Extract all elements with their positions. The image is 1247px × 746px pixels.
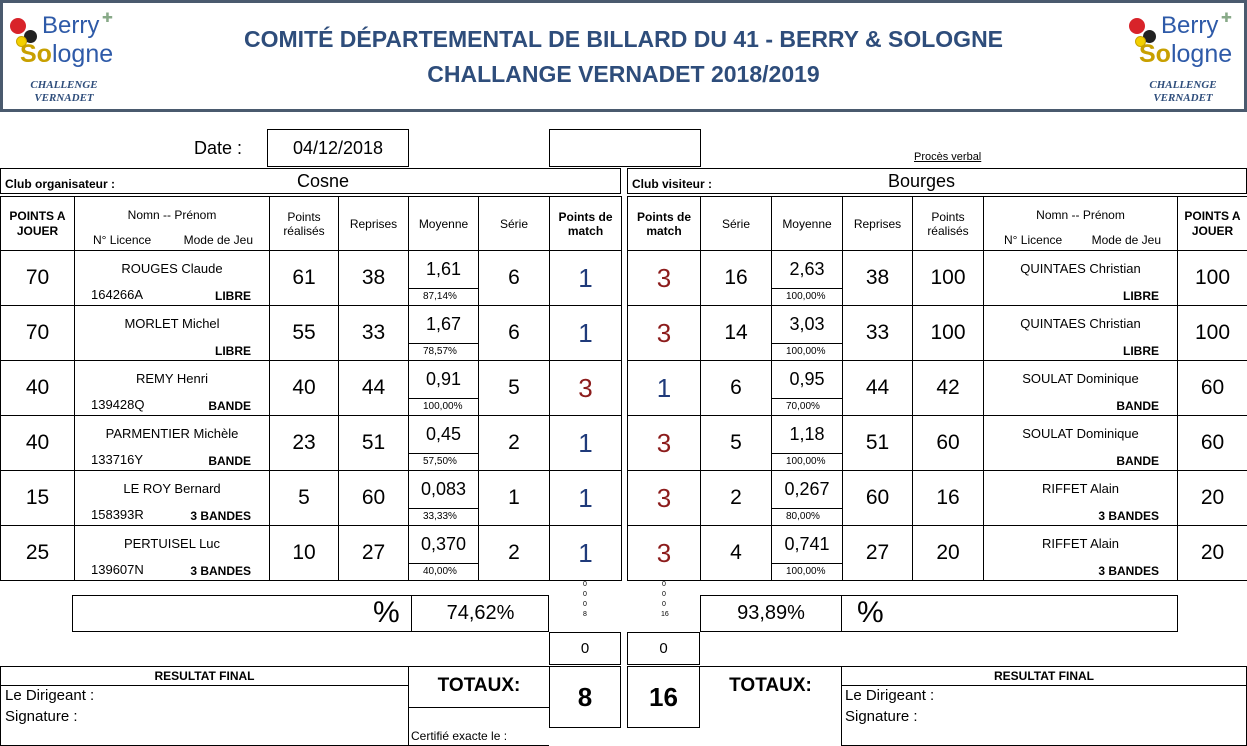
points-de-match-cell: 1	[550, 416, 622, 471]
reprises-cell: 38	[339, 251, 409, 306]
reprises-cell: 51	[843, 416, 913, 471]
right-results-table	[627, 196, 1247, 581]
percent-symbol-right: %	[857, 596, 884, 629]
points-de-match-cell: 3	[628, 526, 701, 581]
club-visiteur-label: Club visiteur :	[632, 177, 713, 191]
left-total-value: 8	[549, 666, 621, 728]
points-a-jouer-cell: 15	[1, 471, 75, 526]
club-organisateur-box	[0, 168, 621, 194]
left-small-values: 0 0 0 8	[583, 581, 587, 618]
points-de-match-cell: 1	[550, 251, 622, 306]
dirigeant-label: Le Dirigeant :	[845, 687, 935, 704]
table-row	[628, 306, 1247, 361]
points-a-jouer-cell: 20	[1178, 526, 1247, 581]
points-realises-cell: 60	[913, 416, 984, 471]
points-a-jouer-cell: 70	[1, 251, 75, 306]
table-row	[628, 471, 1247, 526]
points-realises-cell: 5	[270, 471, 339, 526]
reprises-cell: 27	[339, 526, 409, 581]
table-row	[628, 526, 1247, 581]
table-row	[1, 361, 622, 416]
reprises-cell: 38	[843, 251, 913, 306]
date-field[interactable]: 04/12/2018	[267, 129, 409, 167]
signature-label: Signature :	[5, 708, 78, 725]
date-label: Date :	[194, 138, 243, 158]
table-row	[628, 416, 1247, 471]
points-a-jouer-cell: 100	[1178, 306, 1247, 361]
club-organisateur-label: Club organisateur :	[5, 177, 116, 191]
right-header-row	[628, 197, 1247, 251]
points-a-jouer-cell: 40	[1, 361, 75, 416]
serie-cell: 2	[701, 471, 772, 526]
player-name-cell: SOULAT Dominique BANDE	[984, 416, 1178, 471]
moyenne-cell: 0,95 70,00%	[772, 361, 843, 416]
left-results-table	[0, 196, 622, 581]
moyenne-cell: 0,45 57,50%	[409, 416, 479, 471]
moyenne-cell: 3,03 100,00%	[772, 306, 843, 361]
serie-cell: 6	[479, 251, 550, 306]
points-de-match-cell: 1	[628, 361, 701, 416]
points-realises-cell: 16	[913, 471, 984, 526]
moyenne-cell: 0,741 100,00%	[772, 526, 843, 581]
player-name-cell: LE ROY Bernard 158393R 3 BANDES	[75, 471, 270, 526]
header-points-realises: Points réalisés	[270, 197, 339, 251]
serie-cell: 5	[701, 416, 772, 471]
points-realises-cell: 100	[913, 306, 984, 361]
player-name-cell: QUINTAES Christian LIBRE	[984, 251, 1178, 306]
left-total-percentage: 74,62%	[446, 602, 515, 624]
points-realises-cell: 42	[913, 361, 984, 416]
header-moyenne: Moyenne	[772, 197, 843, 251]
points-realises-cell: 100	[913, 251, 984, 306]
points-de-match-cell: 1	[550, 471, 622, 526]
left-zero-box: 0	[549, 632, 621, 665]
reprises-cell: 51	[339, 416, 409, 471]
serie-cell: 5	[479, 361, 550, 416]
page-subtitle: CHALLANGE VERNADET 2018/2019	[427, 61, 820, 87]
points-de-match-cell: 3	[550, 361, 622, 416]
points-de-match-cell: 1	[550, 526, 622, 581]
right-zero-box: 0	[627, 632, 700, 665]
right-total-value: 16	[627, 666, 700, 728]
player-name-cell: RIFFET Alain 3 BANDES	[984, 526, 1178, 581]
moyenne-cell: 2,63 100,00%	[772, 251, 843, 306]
left-resultat-final-box	[0, 666, 409, 746]
page-title: COMITÉ DÉPARTEMENTAL DE BILLARD DU 41 - BERRY & SOLOGNE	[243, 26, 1004, 52]
signature-label: Signature :	[845, 708, 918, 725]
header-points-a-jouer: POINTS A JOUER	[1, 197, 75, 251]
percent-symbol-left: %	[373, 596, 400, 629]
points-de-match-cell: 3	[628, 251, 701, 306]
reprises-cell: 60	[843, 471, 913, 526]
reprises-cell: 33	[339, 306, 409, 361]
left-totaux-box	[409, 666, 549, 746]
resultat-final-label: RESULTAT FINAL	[1, 667, 408, 686]
points-realises-cell: 23	[270, 416, 339, 471]
moyenne-cell: 0,370 40,00%	[409, 526, 479, 581]
moyenne-cell: 1,18 100,00%	[772, 416, 843, 471]
header-serie: Série	[701, 197, 772, 251]
header-serie: Série	[479, 197, 550, 251]
serie-cell: 6	[479, 306, 550, 361]
points-a-jouer-cell: 25	[1, 526, 75, 581]
header-reprises: Reprises	[339, 197, 409, 251]
club-visiteur-box	[627, 168, 1247, 194]
points-realises-cell: 61	[270, 251, 339, 306]
header-name: Nomn -- Prénom N° Licence Mode de Jeu	[75, 197, 270, 251]
points-de-match-cell: 3	[628, 416, 701, 471]
serie-cell: 2	[479, 416, 550, 471]
reprises-cell: 33	[843, 306, 913, 361]
serie-cell: 14	[701, 306, 772, 361]
points-a-jouer-cell: 20	[1178, 471, 1247, 526]
serie-cell: 4	[701, 526, 772, 581]
right-totaux-box	[700, 666, 841, 746]
points-realises-cell: 10	[270, 526, 339, 581]
header-moyenne: Moyenne	[409, 197, 479, 251]
points-de-match-cell: 3	[628, 306, 701, 361]
player-name-cell: SOULAT Dominique BANDE	[984, 361, 1178, 416]
proces-verbal-link[interactable]: Procès verbal	[914, 151, 982, 163]
header-banner	[0, 0, 1247, 112]
header-points-de-match: Points de match	[550, 197, 622, 251]
points-realises-cell: 55	[270, 306, 339, 361]
header-points-de-match: Points de match	[628, 197, 701, 251]
header-reprises: Reprises	[843, 197, 913, 251]
points-a-jouer-cell: 60	[1178, 361, 1247, 416]
header-points-a-jouer: POINTS A JOUER	[1178, 197, 1247, 251]
serie-cell: 2	[479, 526, 550, 581]
points-a-jouer-cell: 40	[1, 416, 75, 471]
points-a-jouer-cell: 60	[1178, 416, 1247, 471]
player-name-cell: MORLET Michel LIBRE	[75, 306, 270, 361]
moyenne-cell: 1,67 78,57%	[409, 306, 479, 361]
left-summary-box	[72, 595, 549, 632]
player-name-cell: RIFFET Alain 3 BANDES	[984, 471, 1178, 526]
certifie-label: Certifié exacte le :	[411, 729, 508, 743]
club-organisateur-value: Cosne	[297, 171, 350, 191]
serie-cell: 6	[701, 361, 772, 416]
moyenne-cell: 0,91 100,00%	[409, 361, 479, 416]
player-name-cell: QUINTAES Christian LIBRE	[984, 306, 1178, 361]
table-row	[1, 416, 622, 471]
club-visiteur-value: Bourges	[888, 171, 956, 191]
serie-cell: 1	[479, 471, 550, 526]
player-name-cell: REMY Henri 139428Q BANDE	[75, 361, 270, 416]
berry-sologne-logo-left: Berry ✚ Sologne CHALLENGE VERNADET	[8, 10, 120, 106]
header-name: Nomn -- Prénom N° Licence Mode de Jeu	[984, 197, 1178, 251]
reprises-cell: 27	[843, 526, 913, 581]
reprises-cell: 60	[339, 471, 409, 526]
points-realises-cell: 20	[913, 526, 984, 581]
player-name-cell: PERTUISEL Luc 139607N 3 BANDES	[75, 526, 270, 581]
table-row	[1, 251, 622, 306]
moyenne-cell: 0,267 80,00%	[772, 471, 843, 526]
table-row	[628, 361, 1247, 416]
right-total-percentage: 93,89%	[737, 602, 805, 624]
moyenne-cell: 0,083 33,33%	[409, 471, 479, 526]
points-a-jouer-cell: 70	[1, 306, 75, 361]
berry-sologne-logo-right: Berry ✚ Sologne CHALLENGE VERNADET	[1127, 10, 1239, 106]
right-summary-box	[700, 595, 1178, 632]
player-name-cell: ROUGES Claude 164266A LIBRE	[75, 251, 270, 306]
left-header-row	[1, 197, 622, 251]
totaux-label-left: TOTAUX:	[437, 675, 521, 696]
header-points-realises: Points réalisés	[913, 197, 984, 251]
moyenne-cell: 1,61 87,14%	[409, 251, 479, 306]
table-row	[1, 471, 622, 526]
table-row	[1, 306, 622, 361]
right-resultat-final-box	[841, 666, 1247, 746]
serie-cell: 16	[701, 251, 772, 306]
resultat-final-label: RESULTAT FINAL	[842, 667, 1246, 686]
points-realises-cell: 40	[270, 361, 339, 416]
dirigeant-label: Le Dirigeant :	[5, 687, 95, 704]
table-row	[1, 526, 622, 581]
player-name-cell: PARMENTIER Michèle 133716Y BANDE	[75, 416, 270, 471]
points-a-jouer-cell: 100	[1178, 251, 1247, 306]
reprises-cell: 44	[843, 361, 913, 416]
reprises-cell: 44	[339, 361, 409, 416]
points-de-match-cell: 3	[628, 471, 701, 526]
points-de-match-cell: 1	[550, 306, 622, 361]
empty-box	[549, 129, 701, 167]
table-row	[628, 251, 1247, 306]
totaux-label-right: TOTAUX:	[729, 675, 812, 696]
right-small-values: 0 0 0 16	[661, 581, 669, 618]
